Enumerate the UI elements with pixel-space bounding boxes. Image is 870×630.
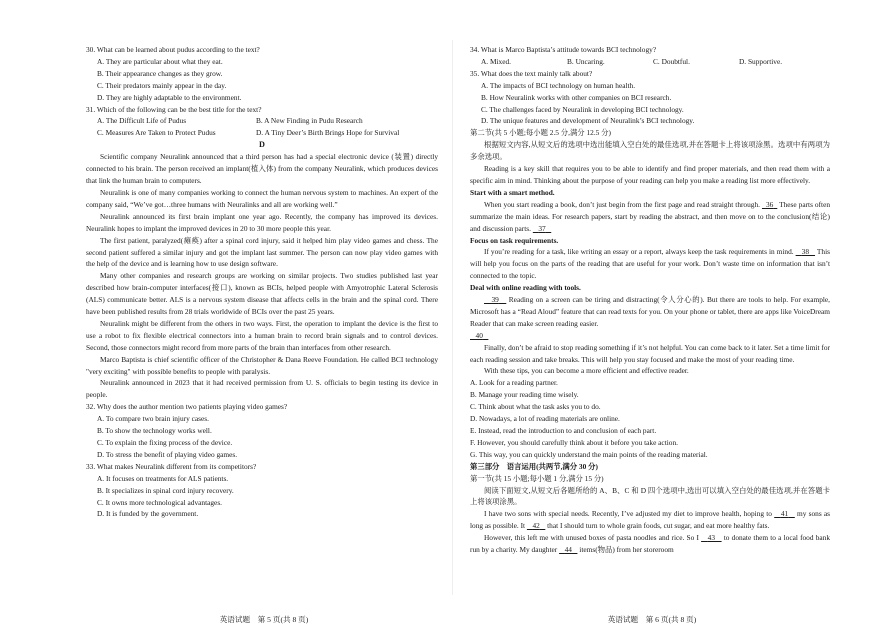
blank-41: 41 (780, 509, 789, 519)
passage-d-paragraph: Many other companies and research groups are working on similar projects. Two studies published last year described how brain-computer interfaces(接口), known as BCIs, helped people with Amyotrophic Lateral Sclerosis (ALS) communicate better. ALS is a nervous system disease that affects cells in the brain and the spinal cord. There have been published results from 28 trials worldwide of BCIs over the past 25 years. (86, 271, 438, 317)
q30-option-a: A. They are particular about what they eat. (97, 56, 223, 66)
cloze-text: Reading on a screen can be tiring and distracting(令人分心的). But there are tools to help. For example, Microsoft has a “Read Aloud” feature that can read texts for you. On your phone or tablet, there are apps like VoiceDream Reader that can make screen reading easier. (470, 295, 831, 328)
q33-option-c: C. It owns more technological advantages. (97, 497, 223, 507)
page-footer-left: 英语试题 第 5 页(共 8 页) (219, 615, 309, 624)
cloze-paragraph (470, 330, 830, 342)
cloze-paragraph (470, 199, 830, 235)
blank-39: 39 (491, 295, 499, 305)
q32-option-c: C. To explain the fixing process of the device. (97, 438, 233, 447)
part-3-heading: 第三部分 语言运用(共两节,满分 30 分) (470, 461, 598, 471)
passage-d-paragraph: Neuralink announced in 2023 that it had received permission from U. S. officials to begin testing its device in people. (86, 378, 438, 400)
cloze-text: my sons as long as possible. It (470, 509, 831, 531)
cloze-paragraph (470, 294, 830, 330)
cloze-subheading: Focus on task requirements. (470, 235, 559, 245)
left-page (86, 44, 438, 520)
q30-option-d: D. They are highly adaptable to the environment. (97, 92, 242, 102)
blank-36: 36 (765, 199, 774, 209)
cloze-text: However, this left me with unused boxes of pasta noodles and rice. So I (484, 533, 699, 543)
blank-44: 44 (564, 545, 572, 555)
question-33: 33. What makes Neuralink different from its competitors? (86, 461, 257, 471)
q33-option-a: A. It focuses on treatments for ALS patients. (97, 473, 229, 483)
choice-c: C. Think about what the task asks you to do. (470, 402, 601, 412)
q31-option-c: C. Measures Are Taken to Protect Pudus (97, 128, 216, 138)
q33-option-d: D. It is funded by the government. (97, 509, 199, 519)
cloze-text: This will help you focus on the parts of the reading that are useful for your work. Don’t waste time on information that isn’t connected to the topic. (470, 247, 830, 281)
q30-option-c: C. Their predators mainly appear in the day. (97, 80, 227, 90)
passage-d-paragraph: Neuralink might be different from the others in two ways. First, the operation to implant the device is the first to use a robot to fix flexible electrical connectors into a human brain to record brain signals and to control devices. Second, those connectors might record from more parts of the brain than interfaces from other research. (86, 318, 438, 352)
question-34: 34. What is Marco Baptista’s attitude towards BCI technology? (470, 45, 657, 54)
q34-option-c: C. Doubtful. (653, 56, 690, 66)
cloze-paragraph (470, 532, 830, 556)
q34-option-b: B. Uncaring. (567, 56, 605, 66)
cloze-paragraph: Finally, don’t be afraid to stop reading something if it’s not helpful. You can come back to it later. Set a time limit for each reading session and take breaks. This will help you stay focused and make the most of your reading time. (470, 342, 830, 364)
q32-option-a: A. To compare two brain injury cases. (97, 414, 209, 424)
q31-option-a: A. The Difficult Life of Pudus (97, 116, 187, 126)
q34-options (470, 56, 830, 68)
page-footer-right: 英语试题 第 6 页(共 8 页) (607, 615, 697, 624)
q33-option-b: B. It specializes in spinal cord injury recovery. (97, 485, 234, 495)
cloze-text: These parts often summarize the main ideas. For research papers, start by reading the abstract, and then move on to the conclusion(结论) and discussion parts. (470, 199, 831, 233)
q35-option-a: A. The impacts of BCI technology on human health. (481, 80, 636, 90)
q35-option-b: B. How Neuralink works with other companies on BCI research. (481, 92, 672, 102)
cloze-text: to donate them to a local food bank run by a charity. My daughter (470, 533, 830, 555)
cloze-subheading: Deal with online reading with tools. (470, 283, 581, 293)
q31-options-row-1 (86, 115, 438, 127)
blank-42: 42 (532, 521, 540, 531)
section-2-instructions: 根据短文内容,从短文后的选项中选出能填入空白处的最佳选项,并在答题卡上将该项涂黑。选项中有两项为多余选项。 (470, 140, 830, 162)
q32-option-d: D. To stress the benefit of playing video games. (97, 449, 238, 459)
q35-option-d: D. The unique features and development of Neuralink’s BCI technology. (481, 116, 695, 126)
cloze-text: I have two sons with special needs. Recently, I’ve adjusted my diet to improve health, hoping to (484, 509, 772, 519)
passage-d-paragraph: The first patient, paralyzed(瘫痪) after a spinal cord injury, said it helped him play video games and chess. The second patient suffered a similar injury and got the implant last summer. The person can now play video games with the help of the device and is learning how to use design software. (86, 235, 438, 269)
cloze-text: that I should turn to whole grain foods, cut sugar, and eat more healthy fats. (547, 521, 770, 531)
choice-g: G. This way, you can quickly understand the main points of the reading material. (470, 449, 708, 459)
passage-d-paragraph: Scientific company Neuralink announced that a third person has had a special electronic device (装置) directly connected to his brain. The person received an implant(植入体) from the company Neuralink, which produces devices that link the human brain to computers. (86, 152, 438, 186)
blank-38: 38 (801, 247, 809, 257)
question-30: 30. What can be learned about pudus according to the text? (86, 45, 260, 54)
q34-option-a: A. Mixed. (481, 56, 511, 66)
blank-37: 37 (538, 223, 546, 233)
q34-option-d: D. Supportive. (739, 56, 783, 66)
section-1-title: 第一节(共 15 小题;每小题 1 分,满分 15 分) (470, 473, 604, 483)
question-32: 32. Why does the author mention two patients playing video games? (86, 402, 288, 412)
cloze-paragraph (470, 508, 830, 532)
cloze-text: If you’re reading for a task, like writing an essay or a report, always keep the task requirements in mind. (484, 247, 794, 257)
q31-options-row-2 (86, 127, 438, 139)
section-1-instructions: 阅读下面短文,从短文后各题所给的 A、B、C 和 D 四个选项中,选出可以填入空白处的最佳选项,并在答题卡上将该项涂黑。 (470, 485, 830, 507)
blank-43: 43 (707, 533, 715, 543)
question-35: 35. What does the text mainly talk about? (470, 68, 593, 78)
passage-d-paragraph: Neuralink announced its first brain implant one year ago. Recently, the company has improved its devices. Neuralink hopes to implant the improved devices in 20 to 30 more people this year. (86, 211, 438, 233)
column-divider (452, 40, 453, 595)
cloze-text: items(物品) from her storeroom (579, 545, 674, 555)
choice-b: B. Manage your reading time wisely. (470, 390, 579, 400)
section-2-title: 第二节(共 5 小题;每小题 2.5 分,满分 12.5 分) (470, 128, 611, 138)
choice-e: E. Instead, read the introduction to and conclusion of each part. (470, 426, 657, 435)
cloze-text: When you start reading a book, don’t just begin from the first page and read straight through. (484, 199, 760, 209)
blank-40: 40 (475, 330, 483, 340)
q35-option-c: C. The challenges faced by Neuralink in developing BCI technology. (481, 104, 684, 114)
passage-d-heading: D (259, 140, 265, 150)
right-page (470, 44, 830, 556)
cloze-paragraph: Reading is a key skill that requires you to be able to identify and find proper materials, and then read them with a specific aim in mind. Thinking about the purpose of your reading can help you make a reading list more effectively. (470, 164, 830, 185)
choice-a: A. Look for a reading partner. (470, 378, 558, 388)
passage-d-paragraph: Neuralink is one of many companies working to connect the human nervous system to machines. An expert of the company said, “We’ve got…three humans with Neuralinks and all are working well.” (86, 187, 438, 209)
q32-option-b: B. To show the technology works well. (97, 426, 212, 436)
q31-option-b: B. A New Finding in Pudu Research (256, 116, 363, 126)
cloze-paragraph: With these tips, you can become a more efficient and effective reader. (484, 366, 689, 376)
cloze-paragraph (470, 246, 830, 282)
choice-d: D. Nowadays, a lot of reading materials are online. (470, 414, 620, 424)
q30-option-b: B. Their appearance changes as they grow. (97, 68, 223, 78)
question-31: 31. Which of the following can be the best title for the text? (86, 104, 262, 114)
choice-f: F. However, you should carefully think about it before you take action. (470, 437, 678, 447)
passage-d-paragraph: Marco Baptista is chief scientific officer of the Christopher & Dana Reeve Foundation. He called BCI technology "very exciting" with possible benefits to people with paralysis. (86, 354, 438, 376)
cloze-subheading: Start with a smart method. (470, 187, 555, 197)
q31-option-d: D. A Tiny Deer’s Birth Brings Hope for Survival (256, 128, 400, 138)
